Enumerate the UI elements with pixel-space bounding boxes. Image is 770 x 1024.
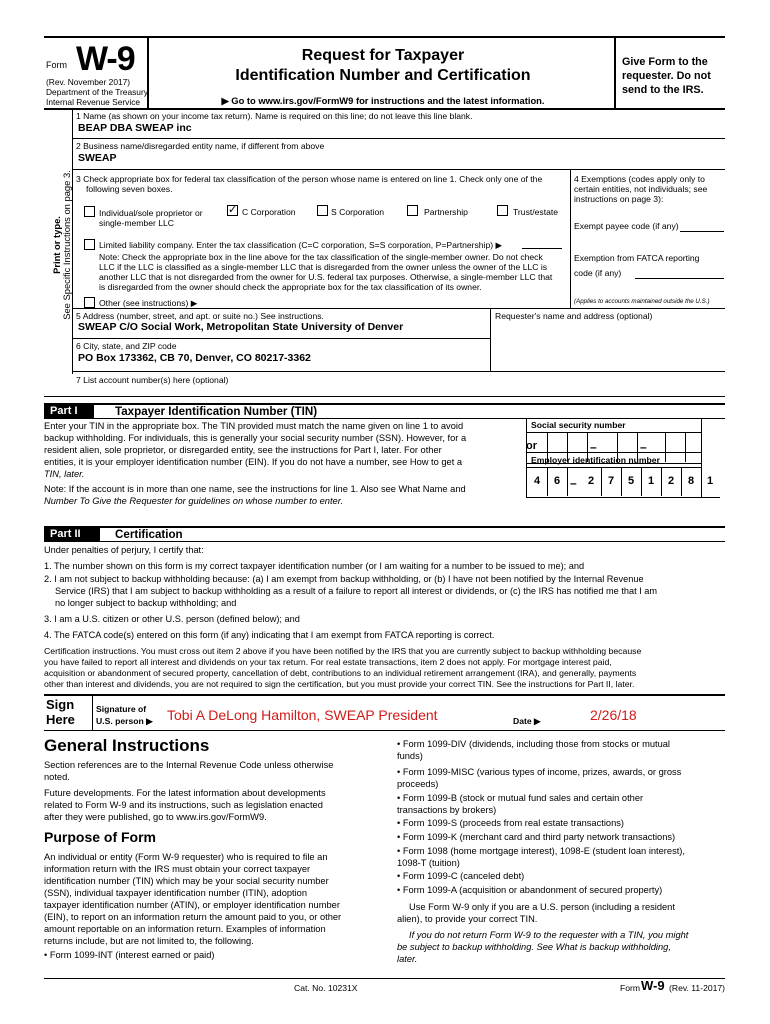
ein-digit[interactable]: 7 — [601, 467, 622, 496]
address-field[interactable]: SWEAP C/O Social Work, Metropolitan State University of Denver — [78, 321, 404, 333]
llc-note-line2: LLC if the LLC is classified as a single-member LLC that is disregarded from the owner unless the owner of the LLC is — [99, 262, 548, 272]
line3-label-cont: following seven boxes. — [86, 184, 173, 194]
irs-label: Internal Revenue Service — [46, 97, 141, 107]
part2-title: Certification — [115, 528, 183, 541]
certification-instructions-line4: other than interest and dividends, you are not required to sign the certification, but you must provide your correct TIN. See the instructions for Part II, later. — [44, 679, 635, 689]
fatca-code-field[interactable] — [635, 278, 724, 279]
backup-warning-line2: be subject to backup withholding. See What is backup withholding, — [397, 942, 671, 952]
instructions-link[interactable]: ▶ Go to www.irs.gov/FormW9 for instructions and the latest information. — [221, 95, 545, 106]
footer-form-label: Form — [620, 983, 641, 993]
purpose-line2: information return with the IRS must obtain your correct taxpayer — [44, 864, 311, 874]
backup-warning-line3: later. — [397, 954, 418, 964]
form-list-item-cont: funds) — [397, 751, 423, 761]
ssn-label: Social security number — [531, 420, 626, 430]
c-corporation-check-icon: ✓ — [228, 203, 238, 216]
ein-label-box — [526, 452, 702, 468]
certification-item2-cont1: Service (IRS) that I am subject to backup withholding as a result of a failure to report all interest or dividends, or (c) the IRS has notified me that I am — [55, 586, 658, 596]
footer-form-number: W-9 — [641, 978, 665, 993]
line6-label: 6 City, state, and ZIP code — [76, 341, 177, 351]
llc-checkbox[interactable] — [84, 239, 95, 250]
form-title-line2: Identification Number and Certification — [235, 67, 531, 84]
line7-label: 7 List account number(s) here (optional) — [76, 375, 229, 385]
line1-label: 1 Name (as shown on your income tax return). Name is required on this line; do not leave this line blank. — [76, 111, 473, 121]
individual-label-cont: single-member LLC — [99, 218, 174, 228]
line3-label: 3 Check appropriate box for federal tax classification of the person whose name is entered on line 1. Check only one of the — [76, 174, 543, 184]
trust-estate-label: Trust/estate — [513, 207, 559, 217]
catalog-number: Cat. No. 10231X — [294, 983, 358, 993]
llc-note-line3: another LLC that is not disregarded from the owner for U.S. federal tax purposes. Otherwise, a single-member LLC that — [99, 272, 553, 282]
form-list-item-cont: 1098-T (tuition) — [397, 858, 460, 868]
ein-digit[interactable]: 4 — [527, 467, 548, 496]
here-label: Here — [46, 712, 75, 727]
ein-digit[interactable]: 2 — [581, 467, 602, 496]
name-field[interactable]: BEAP DBA SWEAP inc — [78, 122, 192, 134]
trust-estate-checkbox[interactable] — [497, 205, 508, 216]
business-name-field[interactable]: SWEAP — [78, 152, 117, 164]
part1-para-line3: resident alien, sole proprietor, or disregarded entity, see the instructions for Part I, later. For other — [44, 445, 442, 455]
part1-para-line1: Enter your TIN in the appropriate box. The TIN provided must match the name given on line 1 to avoid — [44, 421, 464, 431]
individual-label: Individual/sole proprietor or — [99, 208, 203, 218]
purpose-line7: amount reportable on an information return. Examples of information — [44, 924, 326, 934]
purpose-line9: • Form 1099-INT (interest earned or paid) — [44, 950, 215, 960]
certification-instructions-line3: acquisition or abandonment of secured property, cancellation of debt, contributions to an individual retirement arrangement (IRA), and generally, payments — [44, 668, 637, 678]
date-label: Date ▶ — [513, 716, 541, 726]
ein-field[interactable] — [526, 467, 702, 498]
requester-label: Requester's name and address (optional) — [495, 311, 653, 321]
form-list-item-cont: transactions by brokers) — [397, 805, 497, 815]
ssn-label-box — [526, 418, 702, 433]
partnership-checkbox[interactable] — [407, 205, 418, 216]
exempt-payee-label: Exempt payee code (if any) — [574, 221, 679, 231]
certification-item1: 1. The number shown on this form is my correct taxpayer identification number (or I am waiting for a number to be issued to me); and — [44, 561, 585, 571]
certification-instructions-line2: you have failed to report all interest and dividends on your tax return. For real estate transactions, item 2 does not apply. For mortgage interest paid, — [44, 657, 612, 667]
llc-note-line1: Note: Check the appropriate box in the line above for the tax classification of the single-member owner. Do not check — [99, 252, 543, 262]
form-list-item: • Form 1099-B (stock or mutual fund sales and certain other — [397, 793, 644, 803]
purpose-line5: taxpayer identification number (ATIN), or employer identification number — [44, 900, 340, 910]
ein-digit[interactable]: 5 — [621, 467, 642, 496]
certification-item4: 4. The FATCA code(s) entered on this form (if any) indicating that I am exempt from FATCA reporting is correct. — [44, 630, 495, 640]
future-dev-line2: related to Form W-9 and its instructions, such as legislation enacted — [44, 800, 323, 810]
exemptions-label: 4 Exemptions (codes apply only to — [574, 174, 705, 184]
form-list-item: • Form 1099-K (merchant card and third party network transactions) — [397, 832, 676, 842]
footer-revision: (Rev. 11-2017) — [669, 983, 726, 993]
part1-note-line1: Note: If the account is in more than one name, see the instructions for line 1. Also see What Name and — [44, 484, 466, 494]
use-form-line2: alien), to provide your correct TIN. — [397, 914, 538, 924]
use-form-line1: Use Form W-9 only if you are a U.S. person (including a resident — [409, 902, 675, 912]
department-label: Department of the Treasury — [46, 87, 148, 97]
c-corporation-label: C Corporation — [242, 207, 296, 217]
part1-para-line5: TIN, later. — [44, 469, 85, 479]
certification-item2-cont2: no longer subject to backup withholding; and — [55, 598, 237, 608]
ein-digit[interactable]: 8 — [681, 467, 702, 496]
account-number-field[interactable] — [44, 396, 725, 397]
date-field[interactable]: 2/26/18 — [590, 707, 637, 723]
ein-dash: – — [570, 476, 577, 490]
ein-label: Employer identification number — [531, 455, 660, 465]
give-form-line2: requester. Do not — [622, 70, 711, 82]
llc-label: Limited liability company. Enter the tax classification (C=C corporation, S=S corporation, P=Partnership) ▶ — [99, 240, 503, 250]
individual-checkbox[interactable] — [84, 206, 95, 217]
purpose-heading: Purpose of Form — [44, 829, 157, 845]
other-label: Other (see instructions) ▶ — [99, 298, 198, 308]
signature-label: Signature of — [96, 704, 147, 714]
line5-label: 5 Address (number, street, and apt. or suite no.) See instructions. — [76, 311, 324, 321]
form-list-item: • Form 1099-MISC (various types of income, prizes, awards, or gross — [397, 767, 682, 777]
certification-instructions-line1: Certification instructions. You must cross out item 2 above if you have been notified by the IRS that you are currently subject to backup withholding because — [44, 646, 642, 656]
exempt-payee-field[interactable] — [680, 231, 724, 232]
form-list-item: • Form 1099-S (proceeds from real estate transactions) — [397, 818, 624, 828]
revision-date: (Rev. November 2017) — [46, 77, 131, 87]
purpose-line3: identification number (TIN) which may be your social security number — [44, 876, 329, 886]
sign-label: Sign — [46, 697, 75, 712]
city-state-zip-field[interactable]: PO Box 173362, CB 70, Denver, CO 80217-3362 — [78, 352, 311, 364]
s-corporation-checkbox[interactable] — [317, 205, 328, 216]
s-corporation-label: S Corporation — [331, 207, 385, 217]
part1-para-line2: backup withholding. For individuals, this is generally your social security number (SSN). However, for a — [44, 433, 467, 443]
certification-item3: 3. I am a U.S. citizen or other U.S. person (defined below); and — [44, 614, 300, 624]
form-list-item: • Form 1099-A (acquisition or abandonment of secured property) — [397, 885, 663, 895]
form-list-item-cont: proceeds) — [397, 779, 439, 789]
ssn-dash: – — [640, 440, 647, 454]
form-list-item: • Form 1099-DIV (dividends, including those from stocks or mutual — [397, 739, 670, 749]
part1-title: Taxpayer Identification Number (TIN) — [115, 405, 318, 418]
ein-digit[interactable]: 2 — [661, 467, 682, 496]
part1-para-line4: entities, it is your employer identification number (EIN). If you do not have a number, see How to get a — [44, 457, 463, 467]
gi-para-line2: noted. — [44, 772, 70, 782]
part1-note-line2: Number To Give the Requester for guidelines on whose number to enter. — [44, 496, 344, 506]
certification-intro: Under penalties of perjury, I certify that: — [44, 545, 204, 555]
form-list-item: • Form 1098 (home mortgage interest), 1098-E (student loan interest), — [397, 846, 685, 856]
side-see-instructions: See Specific Instructions on page 3. — [61, 170, 72, 320]
backup-warning-line1: If you do not return Form W-9 to the requester with a TIN, you might — [409, 930, 689, 940]
gi-para-line1: Section references are to the Internal Revenue Code unless otherwise — [44, 760, 334, 770]
ein-digit[interactable]: 6 — [547, 467, 568, 496]
exemptions-label-cont2: instructions on page 3): — [574, 194, 664, 204]
future-dev-line3: after they were published, go to www.irs.gov/FormW9. — [44, 812, 267, 822]
certification-item2: 2. I am not subject to backup withholding because: (a) I am exempt from backup withholding, or (b) I have not been notified by the Internal Revenue — [44, 574, 644, 584]
purpose-line8: returns include, but are not limited to, the following. — [44, 936, 254, 946]
line2-label: 2 Business name/disregarded entity name, if different from above — [76, 141, 325, 151]
part2-label: Part II — [44, 527, 100, 541]
purpose-line6: (EIN), to report on an information return the amount paid to you, or other — [44, 912, 342, 922]
fatca-applies-note: (Applies to accounts maintained outside the U.S.) — [574, 298, 710, 305]
or-text: or — [526, 440, 537, 452]
purpose-line4: (SSN), individual taxpayer identification number (ITIN), adoption — [44, 888, 308, 898]
llc-note-line4: is disregarded from the owner should check the appropriate box for the tax classification of its owner. — [99, 282, 482, 292]
partnership-label: Partnership — [424, 207, 468, 217]
future-dev-line1: Future developments. For the latest information about developments — [44, 788, 326, 798]
part1-label: Part I — [44, 404, 94, 418]
signature-field[interactable]: Tobi A DeLong Hamilton, SWEAP President — [167, 707, 438, 723]
fatca-label: Exemption from FATCA reporting — [574, 253, 700, 263]
form-label: Form — [46, 60, 67, 70]
side-print-type: Print or type. — [51, 216, 62, 274]
give-form-line3: send to the IRS. — [622, 84, 704, 96]
form-list-item: • Form 1099-C (canceled debt) — [397, 871, 525, 881]
form-title-line1: Request for Taxpayer — [301, 47, 465, 64]
llc-classification-field[interactable] — [522, 248, 562, 249]
exemptions-label-cont1: certain entities, not individuals; see — [574, 184, 708, 194]
give-form-line1: Give Form to the — [622, 56, 708, 68]
or-label — [526, 440, 537, 452]
form-number: W-9 — [76, 40, 135, 78]
other-checkbox[interactable] — [84, 297, 95, 308]
fatca-label-cont: code (if any) — [574, 268, 622, 278]
purpose-line1: An individual or entity (Form W-9 requester) who is required to file an — [44, 852, 328, 862]
ein-digit[interactable]: 1 — [641, 467, 662, 496]
general-instructions-heading: General Instructions — [44, 736, 210, 755]
ein-digit[interactable]: 1 — [700, 467, 720, 498]
ssn-dash: – — [590, 440, 597, 454]
signature-label-cont: U.S. person ▶ — [96, 716, 153, 726]
